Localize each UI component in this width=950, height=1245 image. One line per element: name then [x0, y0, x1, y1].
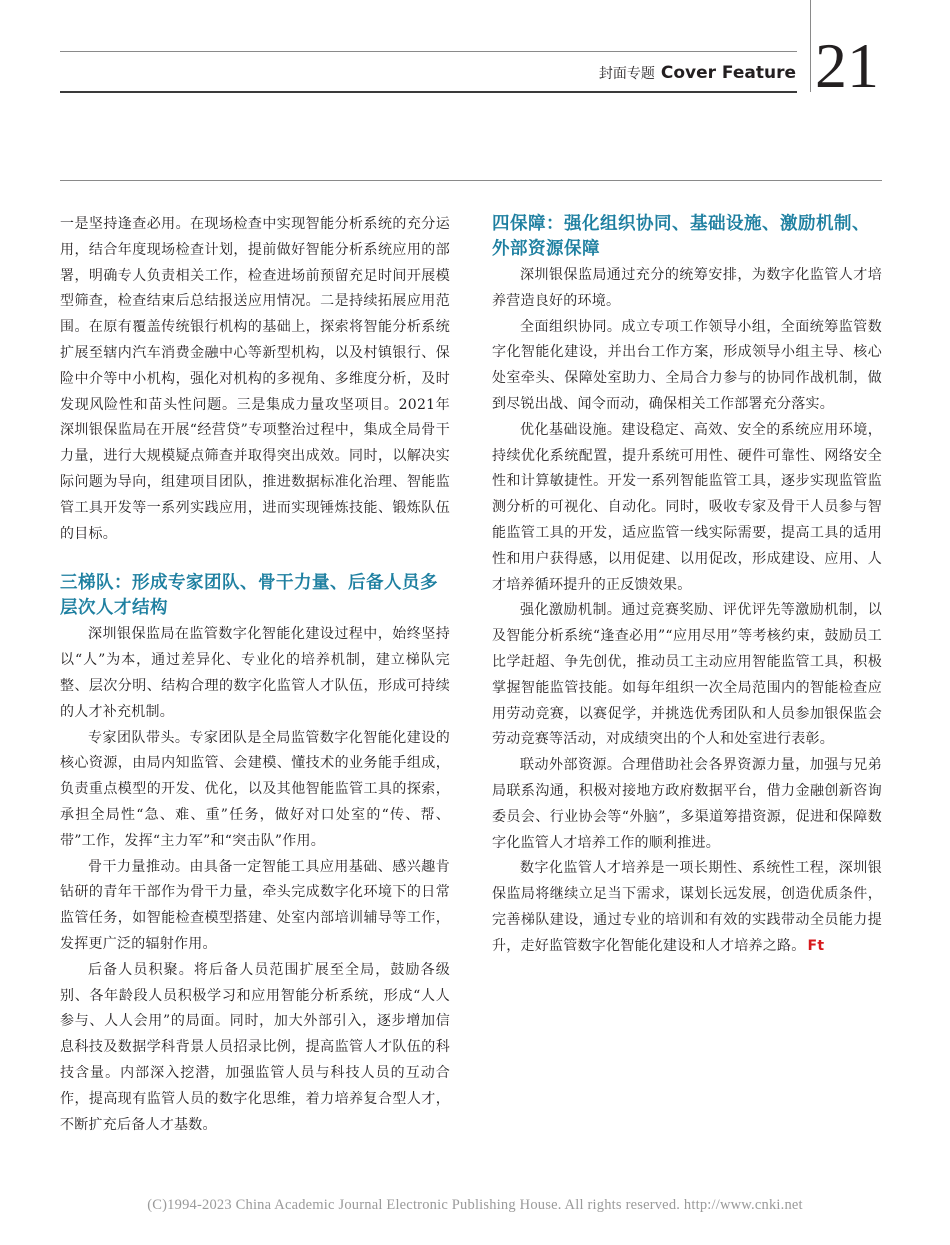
team-paragraph: 专家团队带头。专家团队是全局监管数字化智能化建设的核心资源，由局内知监管、会建模、懂技术的业务能手组成，负责重点模型的开发、优化，以及其他智能监管工具的探索，承担全局性“急、难、重”任务，做好对口处室的“传、帮、带”工作，发挥“主力军”和“突击队”作用。	[60, 729, 450, 849]
header-bottom-rule	[60, 91, 797, 93]
closing-paragraph	[492, 856, 882, 959]
right-column	[492, 212, 882, 960]
article-end-mark: Ft	[807, 937, 825, 954]
team-section-heading: 三梯队：形成专家团队、骨干力量、后备人员多层次人才结构	[60, 573, 438, 619]
body-top-rule	[60, 180, 882, 181]
support-paragraph: 强化激励机制。通过竞赛奖励、评优评先等激励机制，以及智能分析系统“逢查必用”“应用尽用”等考核约束，鼓励员工比学赶超、争先创优，推动员工主动应用智能监管工具，积极掌握智能监管技能。如每年组织一次全局范围内的智能检查应用劳动竞赛，以赛促学，并挑选优秀团队和人员参加银保监会劳动竞赛等活动，对成绩突出的个人和处室进行表彰。	[492, 602, 882, 748]
section-label	[560, 63, 796, 83]
header-top-rule	[60, 51, 797, 52]
closing-paragraph-text: 数字化监管人才培养是一项长期性、系统性工程，深圳银保监局将继续立足当下需求，谋划长远发展，创造优质条件，完善梯队建设，通过专业的培训和有效的实践带动全员能力提升，走好监管数字化智能化建设和人才培养之路。	[492, 860, 882, 954]
section-label-en: Cover Feature	[660, 63, 796, 83]
support-paragraph: 全面组织协同。成立专项工作领导小组，全面统筹监管数字化智能化建设，并出台工作方案，形成领导小组主导、核心处室牵头、保障处室助力、全局合力参与的协同作战机制，做到尽锐出战、闻令而动，确保相关工作部署充分落实。	[492, 318, 882, 412]
page-number: 21	[815, 30, 879, 101]
team-paragraph: 深圳银保监局在监管数字化智能化建设过程中，始终坚持以“人”为本，通过差异化、专业化的培养机制，建立梯队完整、层次分明、结构合理的数字化监管人才队伍，形成可持续的人才补充机制。	[60, 626, 450, 720]
section-label-cn: 封面专题	[598, 66, 655, 82]
intro-paragraph: 一是坚持逢查必用。在现场检查中实现智能分析系统的充分运用，结合年度现场检查计划，提前做好智能分析系统应用的部署，明确专人负责相关工作，检查进场前预留充足时间开展模型筛查，检查结束后总结报送应用情况。二是持续拓展应用范围。在原有覆盖传统银行机构的基础上，探索将智能分析系统扩展至辖内汽车消费金融中心等新型机构，以及村镇银行、保险中介等中小机构，强化对机构的多视角、多维度分析，及时发现风险性和苗头性问题。三是集成力量攻坚项目。2021年深圳银保监局在开展“经营贷”专项整治过程中，集成全局骨干力量，进行大规模疑点筛查并取得突出成效。同时，以解决实际问题为导向，组建项目团队，推进数据标准化治理、智能监管工具开发等一系列实践应用，进而实现锤炼技能、锻炼队伍的目标。	[60, 216, 450, 542]
footer-copyright: (C)1994-2023 China Academic Journal Electronic Publishing House. All rights reserved. http://www.cnki.net	[147, 1197, 803, 1213]
left-column	[60, 212, 450, 1138]
support-paragraph: 深圳银保监局通过充分的统筹安排，为数字化监管人才培养营造良好的环境。	[492, 267, 882, 309]
team-paragraph: 后备人员积聚。将后备人员范围扩展至全局，鼓励各级别、各年龄段人员积极学习和应用智能分析系统，形成“人人参与、人人会用”的局面。同时，加大外部引入，逐步增加信息科技及数据学科背景人员招录比例，提高监管人才队伍的科技含量。内部深入挖潜，加强监管人员与科技人员的互动合作，提高现有监管人员的数字化思维，着力培养复合型人才，不断扩充后备人才基数。	[60, 961, 450, 1133]
support-paragraph: 优化基础设施。建设稳定、高效、安全的系统应用环境，持续优化系统配置，提升系统可用性、硬件可靠性、网络安全性和计算敏捷性。开发一系列智能监管工具，逐步实现监管监测分析的可视化、自动化。同时，吸收专家及骨干人员参与智能监管工具的开发，适应监管一线实际需要，提高工具的适用性和用户获得感，以用促建、以用促改，形成建设、应用、人才培养循环提升的正反馈效果。	[492, 421, 882, 593]
support-section-heading: 四保障：强化组织协同、基础设施、激励机制、外部资源保障	[492, 214, 870, 259]
header-vertical-rule	[810, 0, 811, 92]
support-paragraph: 联动外部资源。合理借助社会各界资源力量，加强与兄弟局联系沟通，积极对接地方政府数据平台，借力金融创新咨询委员会、行业协会等“外脑”，多渠道筹措资源，促进和保障数字化监管人才培养工作的顺利推进。	[492, 757, 882, 851]
team-paragraph: 骨干力量推动。由具备一定智能工具应用基础、感兴趣肯钻研的青年干部作为骨干力量，牵头完成数字化环境下的日常监管任务，如智能检查模型搭建、处室内部培训辅导等工作，发挥更广泛的辐射作用。	[60, 858, 450, 952]
